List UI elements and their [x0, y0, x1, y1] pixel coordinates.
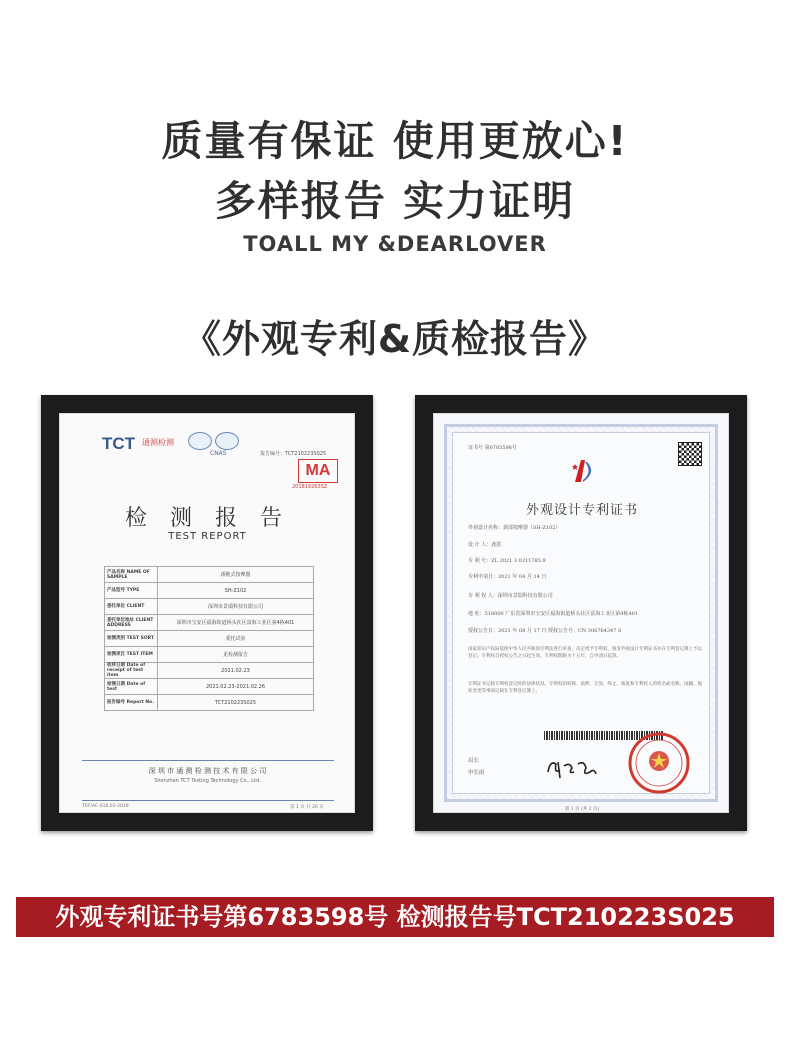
- certificate-field: 授权公告日：2021 年 08 月 17 日 授权公告号：CN 306764347 S: [468, 628, 622, 634]
- table-row: [105, 695, 314, 711]
- report-info-table: [104, 566, 314, 711]
- table-key: 收样日期 Date of receipt of test item: [105, 663, 158, 679]
- table-value: 颈椎式按摩器: [158, 567, 314, 583]
- certificate-field: 专利申请日：2021 年 04 月 14 日: [468, 574, 547, 580]
- report-subtitle: TEST REPORT: [168, 531, 247, 542]
- form-number: TRF/AC-016.01-2019: [82, 804, 129, 809]
- ilac-logo-icon: [188, 432, 212, 450]
- certificate-field: 地 址：518000 广东省深圳市宝安区福海街道桥头社区富海工业区第4栋401: [468, 611, 638, 617]
- table-value: 委托试验: [158, 631, 314, 647]
- table-key: 检测类别 TEST SORT: [105, 631, 158, 647]
- certificate-paragraph-2: 专利证书记载专利权登记时的法律状况。专利权的转移、质押、无效、终止、恢复和专利权人的姓名或名称、国籍、地址变更等事项记载在专利登记簿上。: [468, 682, 702, 694]
- table-key: 报告编号 Report No.: [105, 695, 158, 711]
- certificate-title: 外观设计专利证书: [525, 503, 638, 518]
- table-row: [105, 647, 314, 663]
- lab-name: 深 圳 市 通 测 检 测 技 术 有 限 公 司: [148, 767, 267, 775]
- table-value: SH-Z102: [158, 583, 314, 599]
- table-key: 检测日期 Date of test: [105, 679, 158, 695]
- table-key: 产品型号 TYPE: [105, 583, 158, 599]
- certificate-number-banner: 外观专利证书号第6783598号 检测报告号TCT210223S025: [16, 897, 774, 937]
- lab-name-en: Shenzhen TCT Testing Technology Co., Ltd.: [154, 778, 261, 784]
- certificate-paragraph-1: 国家知识产权局依照中华人民共和国专利法进行审查，决定授予专利权，颁发外观设计专利证书并在专利登记簿上予以登记。专利权自授权公告之日起生效。专利权期限为十五年，自申请日起算。: [468, 647, 702, 659]
- section-title: 《外观专利&质检报告》: [182, 317, 608, 361]
- table-row: [105, 615, 314, 631]
- cnas-logo-icon: [215, 432, 239, 450]
- tct-logo: TCT: [102, 434, 136, 453]
- tct-logo-cn: 通测检测: [142, 438, 174, 447]
- table-key: 产品名称 NAME OF SAMPLE: [105, 567, 158, 583]
- table-row: [105, 567, 314, 583]
- table-value: 见检测报告: [158, 647, 314, 663]
- patent-certificate-frame: [415, 395, 747, 831]
- test-report-frame: [41, 395, 373, 831]
- director-title: 局长: [468, 758, 480, 764]
- qr-code-icon: [678, 442, 702, 466]
- official-seal-icon: [627, 731, 691, 795]
- signature-icon: [544, 754, 599, 782]
- table-row: [105, 599, 314, 615]
- director-name: 申长雨: [468, 770, 485, 776]
- test-report-document: [59, 413, 355, 813]
- certificate-field: 设 计 人：龚震: [468, 542, 502, 548]
- cma-mark: MA: [298, 459, 338, 483]
- headline-line2: 多样报告 实力证明: [214, 177, 576, 225]
- report-title: 检 测 报 告: [125, 506, 290, 531]
- certificate-number: 证书号 第6783598号: [468, 445, 517, 451]
- report-number-top: 报告编号：TCT210223S025: [260, 451, 327, 457]
- divider: [82, 800, 334, 801]
- table-key: 委托单位地址 CLIENT ADDRESS: [105, 615, 158, 631]
- table-key: 检测项目 TEST ITEM: [105, 647, 158, 663]
- cnipa-emblem-icon: [569, 454, 599, 486]
- headline-line1: 质量有保证 使用更放心!: [161, 117, 629, 165]
- page-number: 第 1 页 共 26 页: [290, 805, 324, 810]
- patent-certificate-document: [433, 413, 729, 813]
- table-value: 深圳市宝安区福海街道桥头社区富海工业区第4栋401: [158, 615, 314, 631]
- certificate-page-number: 第 1 页 (共 2 页): [564, 807, 600, 812]
- table-key: 委托单位 CLIENT: [105, 599, 158, 615]
- table-value: 2021.02.23-2021.02.26: [158, 679, 314, 695]
- table-row: [105, 679, 314, 695]
- cma-number: 201819263SZ: [292, 484, 328, 490]
- cnas-label: CNAS: [210, 450, 227, 457]
- certificate-field: 外观设计名称：颈部按摩器（SH-Z102）: [468, 525, 561, 531]
- table-value: 2021.02.23: [158, 663, 314, 679]
- table-row: [105, 663, 314, 679]
- table-row: [105, 631, 314, 647]
- table-row: [105, 583, 314, 599]
- certificate-field: 专 利 号：ZL 2021 3 0211785.9: [468, 558, 546, 564]
- table-value: 深圳市景瑞科技有限公司: [158, 599, 314, 615]
- divider: [82, 760, 334, 761]
- brand-name: TOALL MY &DEARLOVER: [243, 232, 547, 256]
- table-value: TCT210223S025: [158, 695, 314, 711]
- certificate-field: 专 利 权 人：深圳市景瑞科技有限公司: [468, 593, 553, 599]
